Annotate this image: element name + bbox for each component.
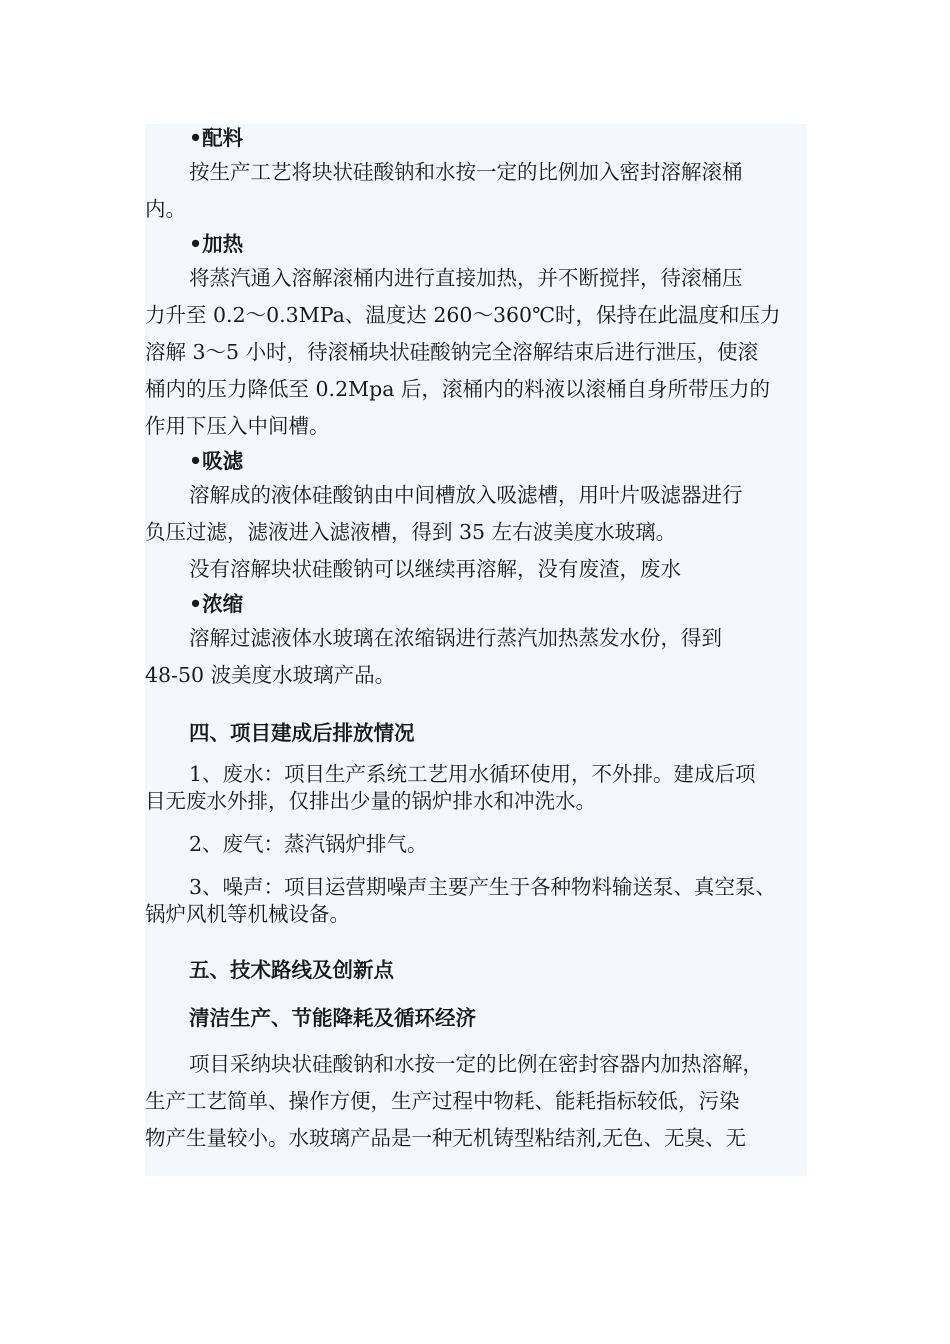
text-line: 1、废水：项目生产系统工艺用水循环使用，不外排。建成后项	[189, 762, 756, 786]
text-line: 内。	[145, 197, 186, 221]
text-line: 桶内的压力降低至 0.2Mpa 后，滚桶内的料液以滚桶自身所带压力的	[145, 377, 770, 401]
text-line: 2、废气：蒸汽锅炉排气。	[189, 832, 428, 856]
subsection-heading-clean-production: 清洁生产、节能降耗及循环经济	[189, 1006, 476, 1030]
text-line: 溶解成的液体硅酸钠由中间槽放入吸滤槽，用叶片吸滤器进行	[189, 483, 743, 507]
step-heading-batching: •配料	[189, 126, 244, 150]
text-line: 没有溶解块状硅酸钠可以继续再溶解，没有废渣，废水	[189, 557, 681, 581]
section-heading-technical-route: 五、技术路线及创新点	[189, 958, 394, 982]
text-line: 将蒸汽通入溶解滚桶内进行直接加热，并不断搅拌，待滚桶压	[189, 266, 743, 290]
step-heading-heating: •加热	[189, 232, 244, 256]
step-heading-suction-filter: •吸滤	[189, 449, 244, 473]
text-line: 负压过滤，滤液进入滤液槽，得到 35 左右波美度水玻璃。	[145, 520, 677, 544]
text-line: 溶解过滤液体水玻璃在浓缩锅进行蒸汽加热蒸发水份，得到	[189, 626, 722, 650]
document-body	[145, 122, 813, 1157]
text-line: 项目采纳块状硅酸钠和水按一定的比例在密封容器内加热溶解，	[189, 1052, 763, 1076]
text-line: 48-50 波美度水玻璃产品。	[145, 663, 396, 687]
text-line: 力升至 0.2～0.3MPa、温度达 260～360℃时，保持在此温度和压力	[145, 303, 781, 327]
text-line: 生产工艺简单、操作方便，生产过程中物耗、能耗指标较低，污染	[145, 1089, 740, 1113]
text-line: 锅炉风机等机械设备。	[145, 902, 350, 926]
text-line: 按生产工艺将块状硅酸钠和水按一定的比例加入密封溶解滚桶	[189, 160, 743, 184]
text-line: 物产生量较小。水玻璃产品是一种无机铸型粘结剂,无色、无臭、无	[145, 1126, 747, 1150]
section-heading-emissions: 四、项目建成后排放情况	[189, 721, 415, 745]
step-heading-concentration: •浓缩	[189, 592, 244, 616]
text-line: 目无废水外排，仅排出少量的锅炉排水和冲洗水。	[145, 789, 596, 813]
text-line: 3、噪声：项目运营期噪声主要产生于各种物料输送泵、真空泵、	[189, 875, 777, 899]
text-line: 溶解 3～5 小时，待滚桶块状硅酸钠完全溶解结束后进行泄压，使滚	[145, 340, 759, 364]
text-line: 作用下压入中间槽。	[145, 414, 330, 438]
